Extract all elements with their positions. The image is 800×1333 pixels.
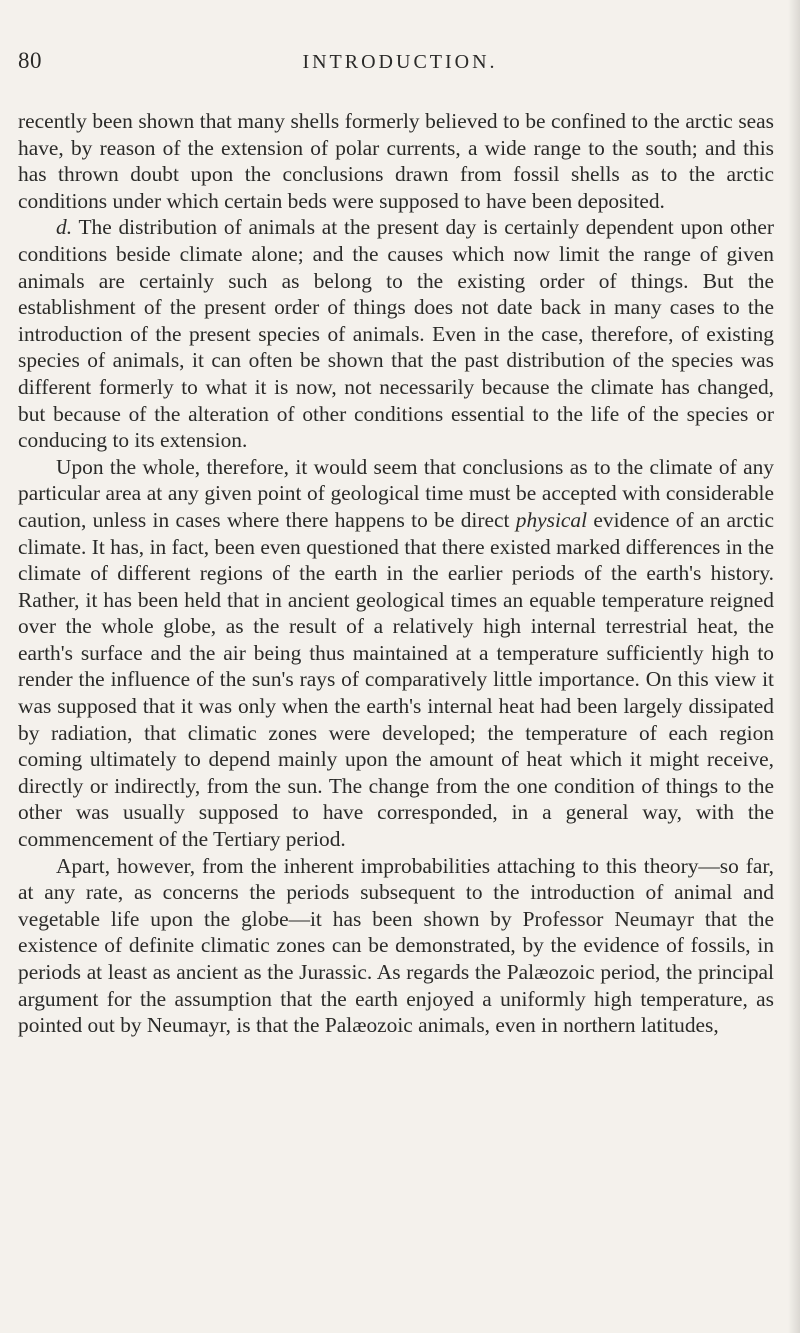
running-head: INTRODUCTION. [302, 51, 498, 73]
paragraph-4 [18, 853, 774, 1039]
paragraph-2 [18, 214, 774, 453]
paragraph-3-emphasis: physical [515, 507, 588, 532]
paragraph-2-lead: d. [56, 215, 73, 240]
paragraph-3 [18, 454, 774, 853]
paragraph-1-text: recently been shown that many shells formerly believed to be confined to the arctic seas have, by reason of the extension of polar currents, a wide range to the south; and this has thrown doubt upon the conclusions drawn from fossil shells as to the arctic conditions under which certain beds were supposed to have been deposited. [18, 109, 774, 213]
paragraph-4-text: Apart, however, from the inherent improbabilities attaching to this theory—so far, at any rate, as concerns the periods subsequent to the introduction of animal and vegetable life upon the globe—it has been shown by Professor Neumayr that the existence of definite climatic zones can be demonstrated, by the evidence of fossils, in periods at least as ancient as the Jurassic. As regards the Palæozoic period, the principal argument for the assumption that the earth enjoyed a uniformly high temperature, as pointed out by Neumayr, is that the Palæozoic animals, even in northern latitudes, [18, 853, 774, 1038]
paragraph-2-text: The distribution of animals at the present day is certainly dependent upon other conditions beside climate alone; and the causes which now limit the range of given animals are certainly such as belong to the existing order of things. But the establishment of the present order of things does not date back in many cases to the introduction of the present species of animals. Even in the case, therefore, of existing species of animals, it can often be shown that the past distribution of the species was different formerly to what it is now, not necessarily because the climate has changed, but because of the alteration of other conditions essential to the life of the species or conducing to its extension. [18, 215, 774, 453]
page-number: 80 [18, 48, 42, 73]
paragraph-3-before: Upon the whole, therefore, it would seem that conclusions as to the climate of any particular area at any given point of geological time must be accepted with considerable caution, unless in cases where there happens to be direct [18, 454, 774, 532]
body-text [18, 108, 774, 1039]
page-edge-shadow [788, 0, 800, 1333]
paragraph-1 [18, 108, 774, 214]
paragraph-3-text: evidence of an arctic climate. It has, in fact, been even questioned that there existed marked differences in the climate of different regions of the earth in the earlier periods of the earth's history. Rather, it has been held that in ancient geological times an equable temperature reigned over the whole globe, as the result of a relatively high internal terrestrial heat, the earth's surface and the air being thus maintained at a temperature sufficiently high to render the influence of the sun's rays of comparatively little importance. On this view it was supposed that it was only when the earth's internal heat had been largely dissipated by radiation, that climatic zones were developed; the temperature of each region coming ultimately to depend mainly upon the amount of heat which it might receive, directly or indirectly, from the sun. The change from the one condition of things to the other was usually supposed to have corresponded, in a general way, with the commencement of the Tertiary period. [18, 507, 774, 852]
